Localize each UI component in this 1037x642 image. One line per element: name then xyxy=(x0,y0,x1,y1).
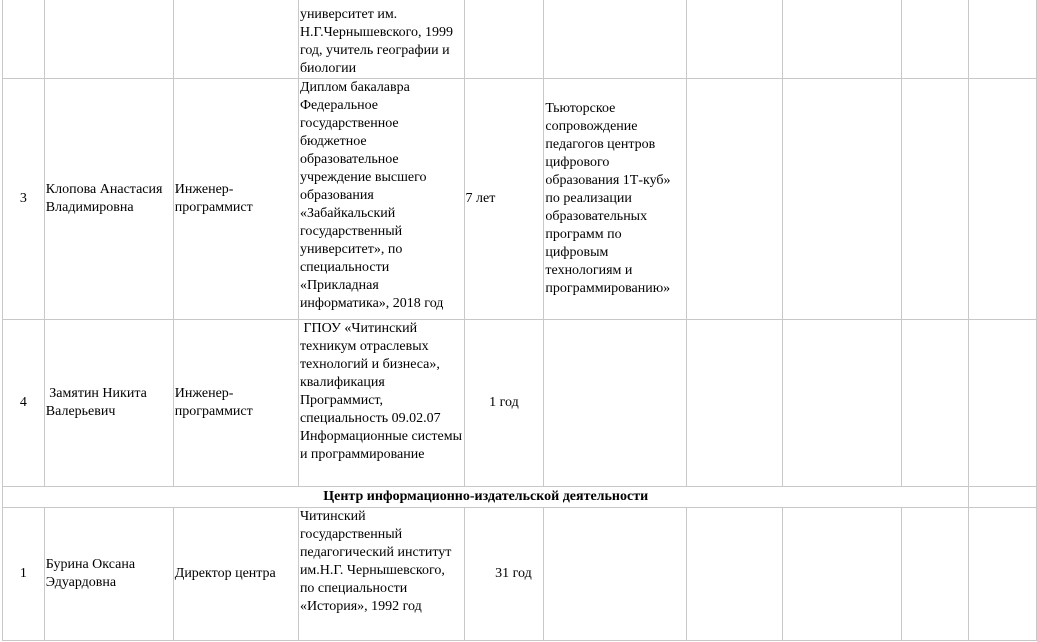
empty-cell xyxy=(783,508,902,641)
row-number: 4 xyxy=(3,320,45,487)
staff-training xyxy=(544,508,686,641)
staff-experience: 31 год xyxy=(464,508,544,641)
empty-cell xyxy=(686,79,783,320)
staff-experience xyxy=(464,0,544,79)
row-number: 3 xyxy=(3,79,45,320)
row-number: 1 xyxy=(3,508,45,641)
empty-cell xyxy=(969,79,1037,320)
table-row xyxy=(3,508,1037,641)
staff-name xyxy=(44,0,173,79)
empty-cell xyxy=(783,79,902,320)
empty-cell xyxy=(783,320,902,487)
staff-training: Тьюторское сопровождение педагогов центров цифрового образования 1Т-куб» по реализации образовательных программ по цифровым технологиям и программированию» xyxy=(544,79,686,320)
section-title: Центр информационно-издательской деятельности xyxy=(3,487,969,508)
staff-education: Читинский государственный педагогический институт им.Н.Г. Чернышевского, по специальности «История», 1992 год xyxy=(298,508,464,641)
empty-cell xyxy=(969,320,1037,487)
empty-cell xyxy=(901,320,969,487)
staff-education: ГПОУ «Читинский техникум отраслевых технологий и бизнеса», квалификация Программист, специальность 09.02.07 Информационные системы и программирование xyxy=(298,320,464,487)
empty-cell xyxy=(686,508,783,641)
staff-education: Диплом бакалавра Федеральное государственное бюджетное образовательное учреждение высшего образования «Забайкальский государственный университет», по специальности «Прикладная информатика», 2018 год xyxy=(298,79,464,320)
staff-education: университет им. Н.Г.Чернышевского, 1999 год, учитель географии и биологии xyxy=(298,0,464,79)
section-header-row xyxy=(3,487,1037,508)
table-row xyxy=(3,320,1037,487)
empty-cell xyxy=(901,508,969,641)
staff-experience: 1 год xyxy=(464,320,544,487)
empty-cell xyxy=(901,0,969,79)
empty-cell xyxy=(686,320,783,487)
empty-cell xyxy=(969,0,1037,79)
staff-training xyxy=(544,320,686,487)
empty-cell xyxy=(783,0,902,79)
table-row xyxy=(3,79,1037,320)
empty-cell xyxy=(969,487,1037,508)
empty-cell xyxy=(901,79,969,320)
staff-training xyxy=(544,0,686,79)
empty-cell xyxy=(969,508,1037,641)
empty-cell xyxy=(686,0,783,79)
staff-table xyxy=(2,0,1037,641)
table-row xyxy=(3,0,1037,79)
staff-name: Клопова Анастасия Владимировна xyxy=(44,79,173,320)
row-number xyxy=(3,0,45,79)
staff-experience: 7 лет xyxy=(464,79,544,320)
staff-position xyxy=(173,0,298,79)
staff-position: Инженер-программист xyxy=(173,320,298,487)
staff-position: Директор центра xyxy=(173,508,298,641)
staff-name: Замятин Никита Валерьевич xyxy=(44,320,173,487)
staff-position: Инженер-программист xyxy=(173,79,298,320)
staff-name: Бурина Оксана Эдуардовна xyxy=(44,508,173,641)
